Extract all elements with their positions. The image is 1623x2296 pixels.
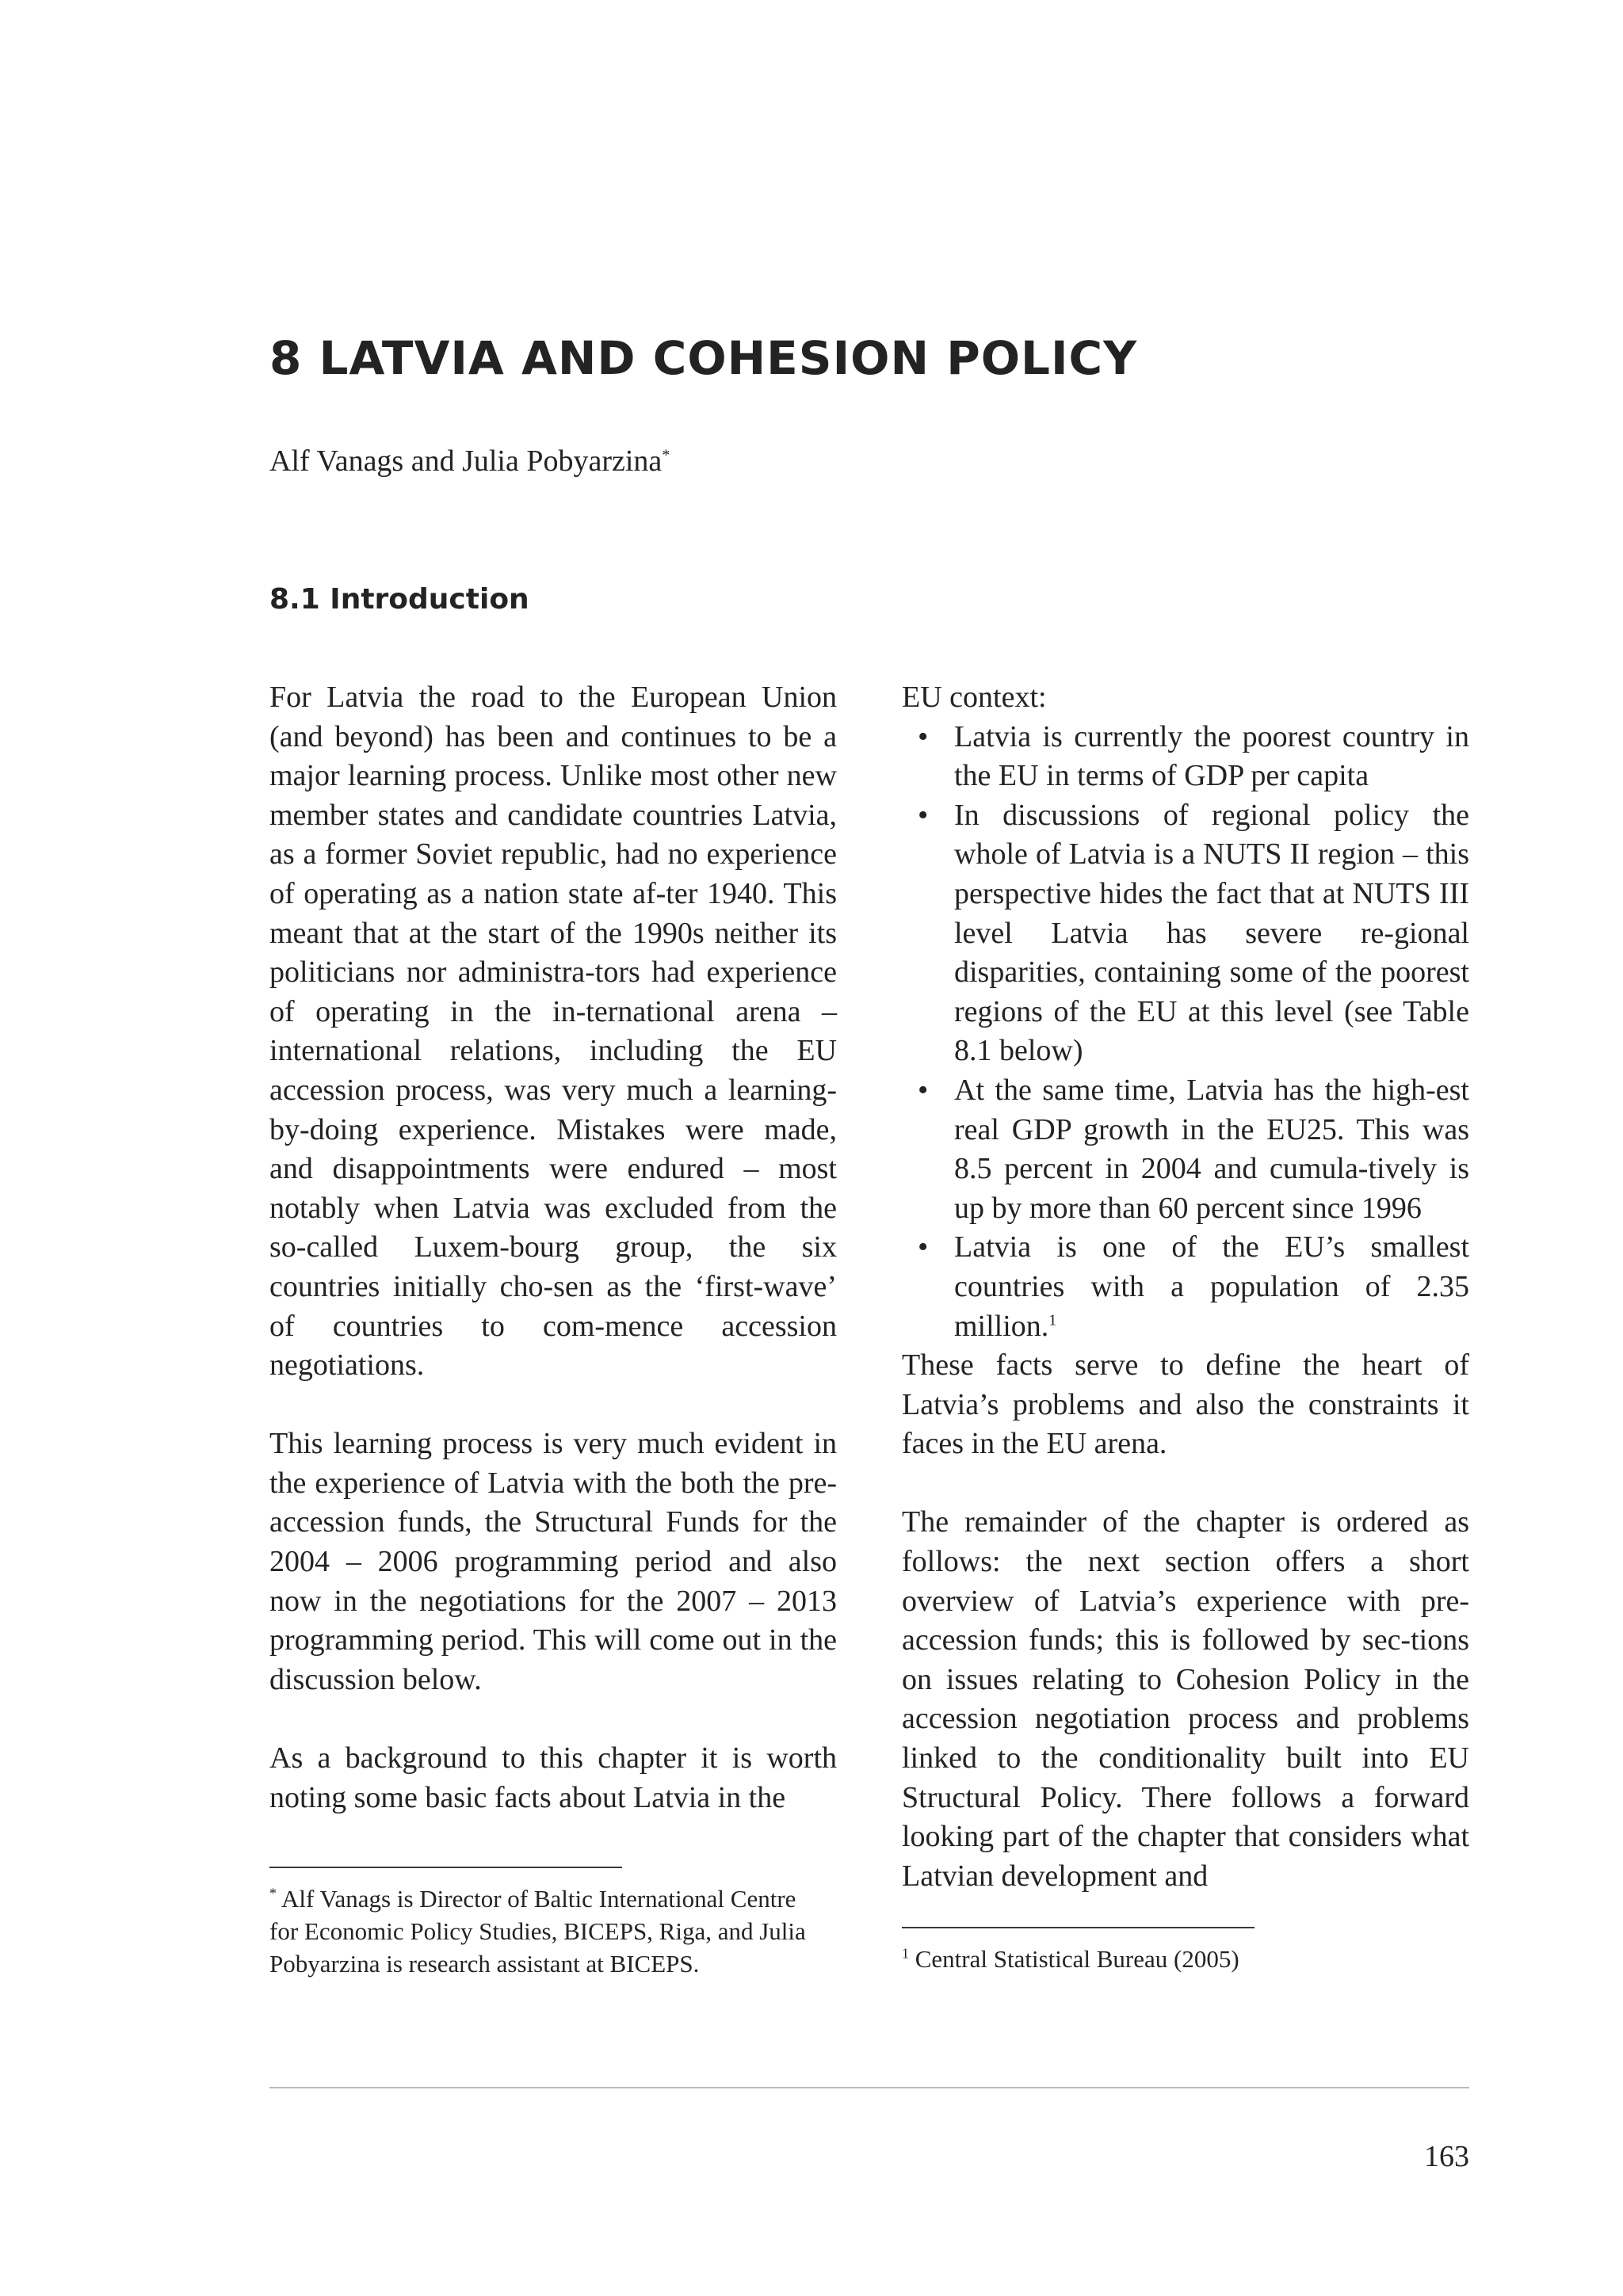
- bullet-glyph: •: [918, 1073, 929, 1107]
- bullet-glyph: •: [918, 798, 929, 832]
- body-paragraph: For Latvia the road to the European Union (and beyond) has been and continues to be a major learning process. Unlike most other new member states and candidate countries Latvia, as a former Soviet republic, had no experience of operating as a nation state af-ter 1940. This meant that at the start of the 1990s neither its politicians nor administra-tors had experience of operating in the in-ternational arena – international relations, including the EU accession process, was very much a learning-by-doing experience. Mistakes were made, and disappointments were endured – most notably when Latvia was excluded from the so-called Luxem-bourg group, the six countries initially cho-sen as the ‘first-wave’ of countries to com-mence accession negotiations.: [269, 681, 837, 1383]
- footnote-divider: [269, 1867, 622, 1868]
- right-column: [902, 678, 1469, 1896]
- list-item-text: At the same time, Latvia has the high-est real GDP growth in the EU25. This was 8.5 percent in 2004 and cumula-tively is up by more than 60 percent since 1996: [954, 1073, 1469, 1225]
- body-paragraph: The remainder of the chapter is ordered as follows: the next section offers a short overview of Latvia’s experience with pre-accession funds; this is followed by sec-tions on issues relating to Cohesion Policy in the accession negotiation process and problems linked to the conditionality built into EU Structural Policy. There follows a forward looking part of the chapter that considers what Latvian development and: [902, 1505, 1469, 1893]
- footnote-text: Central Statistical Bureau (2005): [909, 1945, 1239, 1973]
- bullet-glyph: •: [918, 719, 929, 753]
- authors-footnote-mark: *: [662, 446, 670, 464]
- list-item-text: In discussions of regional policy the whole of Latvia is a NUTS II region – this perspective hides the fact that at NUTS III level Latvia has severe re-gional disparities, containing some of the poorest regions of the EU at this level (see Table 8.1 below): [954, 798, 1469, 1068]
- authors-text: Alf Vanags and Julia Pobyarzina: [269, 444, 663, 478]
- chapter-authors: [269, 444, 670, 479]
- chapter-title: 8 LATVIA AND COHESION POLICY: [269, 331, 1138, 385]
- bullet-intro: EU context:: [902, 681, 1047, 714]
- footnote-mark: *: [269, 1885, 277, 1901]
- body-paragraph: As a background to this chapter it is worth noting some basic facts about Latvia in the: [269, 1741, 837, 1814]
- list-item: [902, 1228, 1469, 1346]
- body-paragraph: This learning process is very much evident in the experience of Latvia with the both the pre-accession funds, the Structural Funds for the 2004 – 2006 programming period and also now in the negotiations for the 2007 – 2013 programming period. This will come out in the discussion below.: [269, 1427, 837, 1696]
- list-item-text: Latvia is currently the poorest country in the EU in terms of GDP per capita: [954, 719, 1469, 793]
- list-item: [902, 718, 1469, 796]
- footnote-mark: 1: [902, 1945, 909, 1962]
- section-title: 8.1 Introduction: [269, 583, 529, 616]
- footnote-authors: [269, 1882, 824, 1980]
- fact-list: [902, 718, 1469, 1347]
- bullet-glyph: •: [918, 1230, 929, 1264]
- list-item-text: Latvia is one of the EU’s smallest countries with a population of 2.35 million.: [954, 1230, 1469, 1343]
- page-footer-rule: [269, 2087, 1469, 2088]
- list-item: [902, 1071, 1469, 1228]
- footnote-divider: [902, 1927, 1254, 1928]
- list-item: [902, 796, 1469, 1071]
- footnote-reference-mark: 1: [1048, 1310, 1057, 1329]
- footnote-text: Alf Vanags is Director of Baltic International Centre for Economic Policy Studies, BICEPS, Riga, and Julia Pobyarzina is research assistant at BICEPS.: [269, 1885, 806, 1978]
- page-number: 163: [1424, 2140, 1469, 2173]
- footnote-source: [902, 1943, 1469, 1975]
- left-column: [269, 678, 837, 1817]
- body-paragraph: These facts serve to define the heart of Latvia’s problems and also the constraints it faces in the EU arena.: [902, 1348, 1469, 1461]
